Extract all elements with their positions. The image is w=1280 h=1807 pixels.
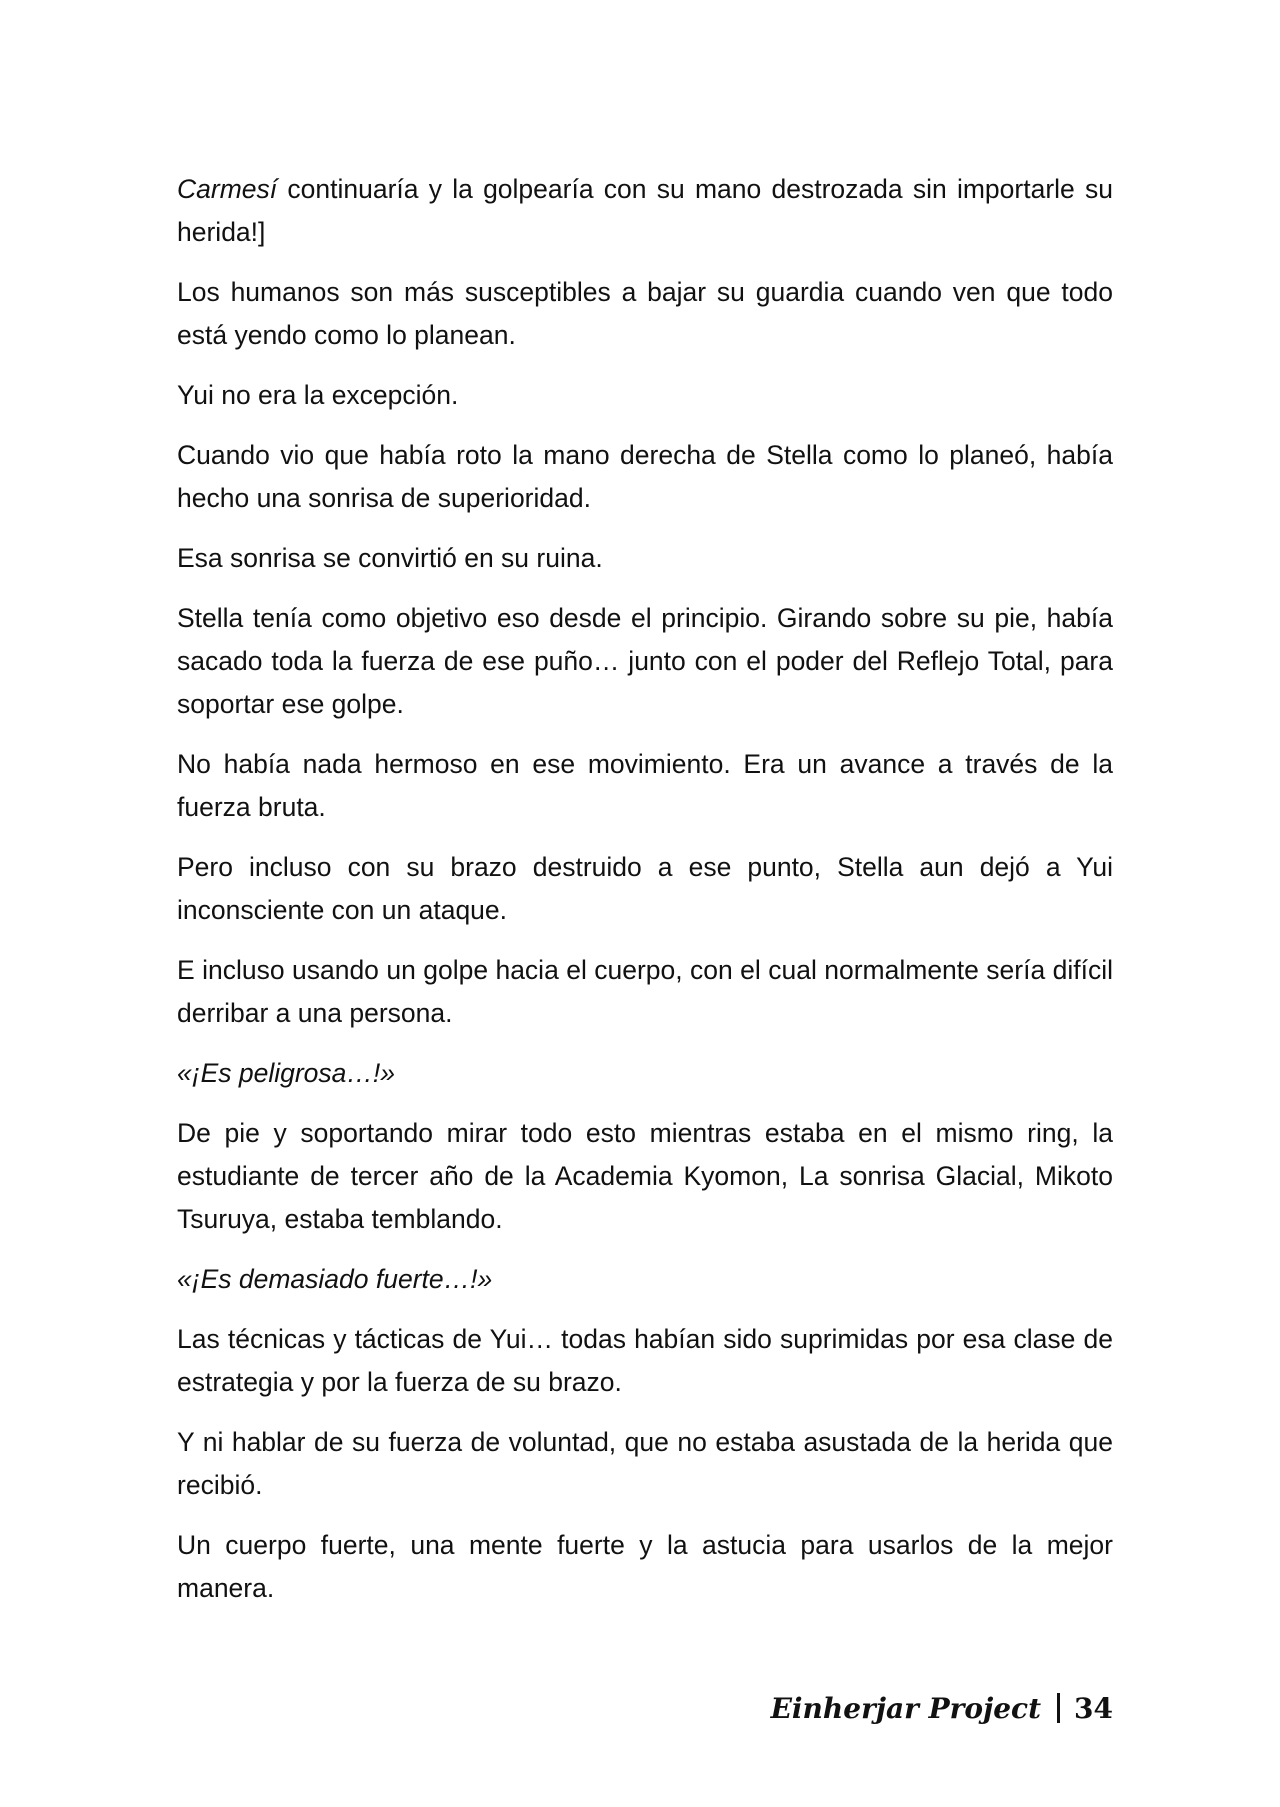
paragraph-lead-italic: Carmesí — [177, 174, 278, 204]
paragraph: Y ni hablar de su fuerza de voluntad, que no estaba asustada de la herida que recibió. — [177, 1427, 1113, 1500]
page-footer — [771, 1688, 1113, 1728]
paragraph: Yui no era la excepción. — [177, 380, 459, 410]
paragraph: De pie y soportando mirar todo esto mientras estaba en el mismo ring, la estudiante de tercer año de la Academia Kyomon, La sonrisa Glacial, Mikoto Tsuruya, estaba temblando. — [177, 1118, 1113, 1234]
paragraph: Cuando vio que había roto la mano derecha de Stella como lo planeó, había hecho una sonrisa de superioridad. — [177, 440, 1113, 513]
paragraph-text: continuaría y la golpearía con su mano destrozada sin importarle su herida!] — [177, 174, 1113, 247]
paragraph: Esa sonrisa se convirtió en su ruina. — [177, 543, 603, 573]
paragraph: Un cuerpo fuerte, una mente fuerte y la astucia para usarlos de la mejor manera. — [177, 1530, 1113, 1603]
body-text — [177, 168, 1113, 1627]
paragraph: Las técnicas y tácticas de Yui… todas habían sido suprimidas por esa clase de estrategia y por la fuerza de su brazo. — [177, 1324, 1113, 1397]
paragraph: No había nada hermoso en ese movimiento. Era un avance a través de la fuerza bruta. — [177, 749, 1113, 822]
footer-title: Einherjar Project — [770, 1691, 1042, 1725]
paragraph — [177, 168, 1113, 254]
footer-separator — [1057, 1693, 1060, 1723]
paragraph: E incluso usando un golpe hacia el cuerpo, con el cual normalmente sería difícil derribar a una persona. — [177, 955, 1113, 1028]
page-number: 34 — [1074, 1691, 1113, 1725]
paragraph: Stella tenía como objetivo eso desde el principio. Girando sobre su pie, había sacado toda la fuerza de ese puño… junto con el poder del Reflejo Total, para soportar ese golpe. — [177, 603, 1113, 719]
thought-line: «¡Es peligrosa…!» — [177, 1058, 395, 1088]
paragraph: Pero incluso con su brazo destruido a ese punto, Stella aun dejó a Yui inconsciente con un ataque. — [177, 852, 1113, 925]
thought-line: «¡Es demasiado fuerte…!» — [177, 1264, 493, 1294]
paragraph: Los humanos son más susceptibles a bajar su guardia cuando ven que todo está yendo como lo planean. — [177, 277, 1113, 350]
